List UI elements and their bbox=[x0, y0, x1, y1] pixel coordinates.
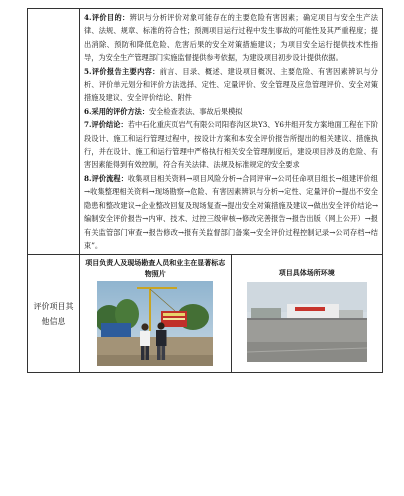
other-info-label-line2: 他信息 bbox=[41, 316, 66, 326]
personnel-site-photo bbox=[97, 281, 213, 366]
text-purpose: 辨识与分析评价对象可能存在的主要危险有害因素；确定项目与安全生产法律、法规、规章、标准的符合性；预测项目运行过程中发生事故的可能性及其严重程度；提出消除、预防和降低危险、危害后果的安全对策措施建议；为项目安全运行提供技术性指导，为安全生产管理部门实施监督提供参考依据，为建设项目初步设计提供依据。 bbox=[84, 13, 378, 63]
photos-container bbox=[80, 255, 382, 372]
heading-methods: 6.采用的评价方法： bbox=[84, 106, 150, 116]
content-row bbox=[28, 9, 383, 255]
photo1-caption: 项目负责人及现场勘查人员和业主在显著标志物照片 bbox=[85, 258, 226, 279]
personnel-photo-graphic bbox=[97, 281, 213, 366]
other-info-row bbox=[28, 255, 383, 373]
empty-label-cell bbox=[28, 9, 80, 255]
paragraph-methods bbox=[84, 105, 378, 118]
photo-box-site-environment bbox=[231, 255, 383, 372]
heading-report-content: 5.评价报告主要内容： bbox=[84, 66, 160, 76]
photo-box-personnel bbox=[80, 255, 231, 372]
evaluation-table bbox=[27, 8, 383, 373]
heading-purpose: 4.评价目的： bbox=[84, 13, 130, 22]
other-info-label-line1: 评价项目其 bbox=[33, 301, 74, 311]
paragraph-purpose bbox=[84, 11, 378, 65]
site-environment-photo bbox=[247, 282, 367, 362]
text-process-end: ”。 bbox=[91, 240, 103, 250]
text-conclusion: 若中石化重庆页岩气有限公司阳春沟区块Y3、Y6井组开发方案地面工程在下阶段设计、施工和运行管理过程中，按设计方案和本安全评价报告所提出的相关建议、措施执行，并在设计、施工和运行管理中严格执行相关安全管理制度后，建设项目涉及的危险、有害因素能得到有效控制，符合有关法律、法规及标准规定的安全要求 bbox=[84, 120, 379, 170]
other-info-label-cell bbox=[28, 255, 80, 373]
paragraph-report-content bbox=[84, 65, 378, 105]
content-cell bbox=[80, 9, 383, 255]
paragraph-conclusion bbox=[84, 118, 378, 172]
text-methods: 安全检查表法、事故后果模拟 bbox=[149, 106, 243, 116]
site-photo-graphic bbox=[247, 282, 367, 362]
heading-conclusion: 7.评价结论： bbox=[84, 120, 128, 130]
text-report-content: 前言、目录、概述、建设项目概况、主要危险、有害因素辨识与分析、评价单元划分和评价方法选择、定性、定量评价、安全管理及应急管理评价、安全对策措施及建议、安全评价结论、附件 bbox=[84, 66, 378, 103]
text-process: 收集项目相关资料→项目风险分析→合同评审→公司任命项目组长→组建评价组→收集整理相关资料→现场勘察→危险、有害因素辨识与分析→定性、定量评价→提出不安全隐患和整改建议→企业整改回复及现场复查→提出安全对策措施及建议→做出安全评价结论→编制安全评价报告→内审、技术、过控三级审核→修改完善报告→报告出版（网上公开）→报有关监管部门审查→报告修改→报有关监督部门备案→安全评价过程控制记录→公司存档→结束 bbox=[84, 173, 378, 250]
heading-process: 8.评价流程： bbox=[84, 173, 128, 183]
paragraph-process bbox=[84, 172, 378, 252]
photo2-caption: 项目具体场所环境 bbox=[278, 268, 335, 278]
photos-cell bbox=[80, 255, 383, 373]
